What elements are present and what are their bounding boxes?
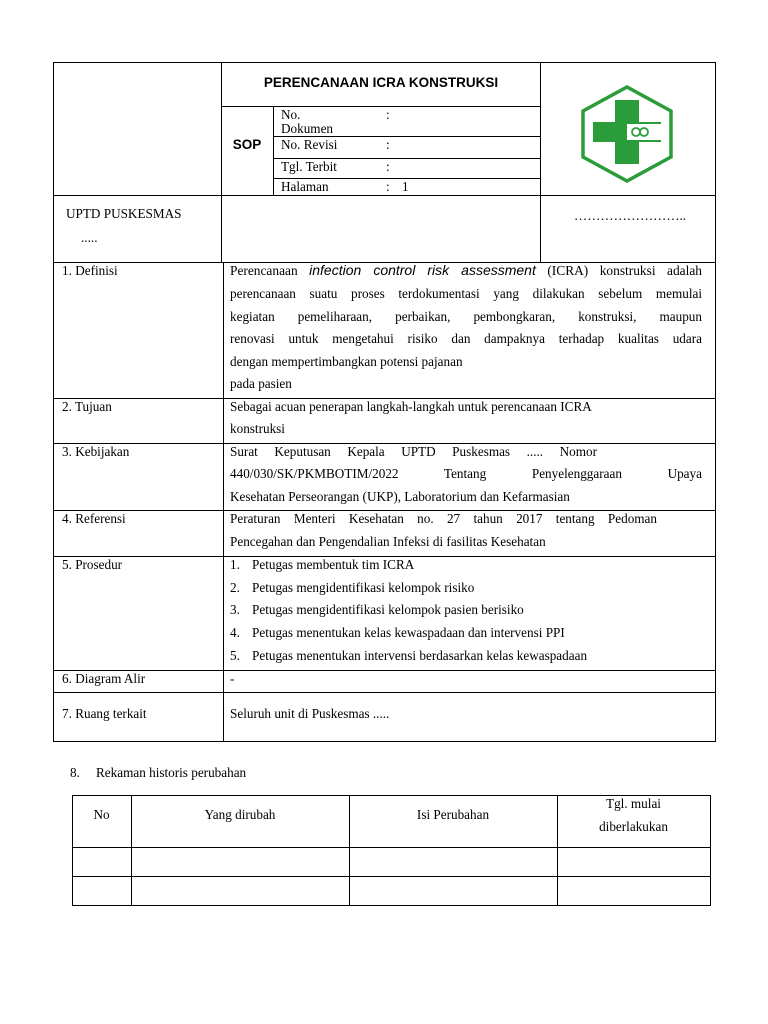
prosedur-num: 2. xyxy=(230,580,240,595)
org-name: UPTD PUSKESMAS xyxy=(66,206,182,221)
history-col-isi-perubahan: Isi Perubahan xyxy=(416,807,490,822)
meta-halaman-sep: : xyxy=(386,179,390,194)
definisi-line-4: renovasi untuk mengetahui risiko dan dampaknya terhadap kualitas udara xyxy=(230,331,702,346)
definisi-italic: infection control risk assessment xyxy=(309,262,536,278)
definisi-label: 1. Definisi xyxy=(62,263,118,278)
definisi-pre: Perencanaan xyxy=(230,263,310,278)
diagram-label: 6. Diagram Alir xyxy=(62,671,146,686)
meta-halaman-value: 1 xyxy=(402,179,409,194)
prosedur-item: Petugas membentuk tim ICRA xyxy=(252,557,415,572)
prosedur-num: 5. xyxy=(230,648,240,663)
definisi-line-5: dengan mempertimbangkan potensi pajanan xyxy=(230,354,463,369)
prosedur-item: Petugas mengidentifikasi kelompok pasien berisiko xyxy=(252,602,524,617)
prosedur-num: 4. xyxy=(230,625,240,640)
definisi-line-3: kegiatan pemeliharaan, perbaikan, pembongkaran, konstruksi, maupun xyxy=(230,309,702,324)
prosedur-item: Petugas menentukan intervensi berdasarkan kelas kewaspadaan xyxy=(252,648,588,663)
prosedur-label: 5. Prosedur xyxy=(62,557,123,572)
referensi-label: 4. Referensi xyxy=(62,511,126,526)
referensi-line-2: Pencegahan dan Pengendalian Infeksi di fasilitas Kesehatan xyxy=(230,534,546,549)
kebijakan-line-2: 440/030/SK/PKMBOTIM/2022 Tentang Penyelenggaraan Upaya xyxy=(230,466,702,481)
prosedur-item: Petugas menentukan kelas kewaspadaan dan intervensi PPI xyxy=(252,625,565,640)
ruang-value: Seluruh unit di Puskesmas ..... xyxy=(230,706,390,721)
tujuan-label: 2. Tujuan xyxy=(62,399,112,414)
meta-halaman-label: Halaman xyxy=(281,179,329,194)
history-col-yang-dirubah: Yang dirubah xyxy=(204,807,276,822)
history-heading-num: 8. xyxy=(70,765,80,780)
meta-terbit-sep: : xyxy=(386,159,390,174)
tujuan-line-1: Sebagai acuan penerapan langkah-langkah untuk perencanaan ICRA xyxy=(230,399,592,414)
definisi-line-1 xyxy=(230,263,702,278)
ruang-label: 7. Ruang terkait xyxy=(62,706,147,721)
definisi-line-6: pada pasien xyxy=(230,376,292,391)
page-title: PERENCANAAN ICRA KONSTRUKSI xyxy=(263,75,499,90)
tujuan-line-2: konstruksi xyxy=(230,421,285,436)
definisi-line-2: perencanaan suatu proses terdokumentasi yang dilakukan sebelum memulai xyxy=(230,286,702,301)
meta-no-label-1: No. xyxy=(281,107,301,122)
history-heading: Rekaman historis perubahan xyxy=(96,765,247,780)
meta-terbit-label: Tgl. Terbit xyxy=(281,159,337,174)
meta-no-label-2: Dokumen xyxy=(281,121,334,136)
referensi-line-1: Peraturan Menteri Kesehatan no. 27 tahun 2017 tentang Pedoman xyxy=(230,511,657,526)
signature-dots: …………………….. xyxy=(574,208,687,223)
kebijakan-line-3: Kesehatan Perseorangan (UKP), Laboratorium dan Kefarmasian xyxy=(230,489,570,504)
kebijakan-line-1: Surat Keputusan Kepala UPTD Puskesmas ..... Nomor xyxy=(230,444,597,459)
prosedur-num: 3. xyxy=(230,602,240,617)
definisi-post: (ICRA) konstruksi adalah xyxy=(535,263,702,278)
meta-revisi-label: No. Revisi xyxy=(281,137,338,152)
history-col-no: No xyxy=(93,807,110,822)
puskesmas-logo xyxy=(578,84,676,184)
prosedur-item: Petugas mengidentifikasi kelompok risiko xyxy=(252,580,475,595)
history-col-tgl-mulai: Tgl. mulai xyxy=(606,796,661,811)
org-name-dots: ..... xyxy=(81,230,98,245)
sop-label: SOP xyxy=(232,137,262,152)
meta-no-sep: : xyxy=(386,107,390,122)
kebijakan-label: 3. Kebijakan xyxy=(62,444,130,459)
history-col-diberlakukan: diberlakukan xyxy=(599,819,668,834)
meta-revisi-sep: : xyxy=(386,137,390,152)
diagram-value: - xyxy=(230,671,235,686)
prosedur-num: 1. xyxy=(230,557,240,572)
